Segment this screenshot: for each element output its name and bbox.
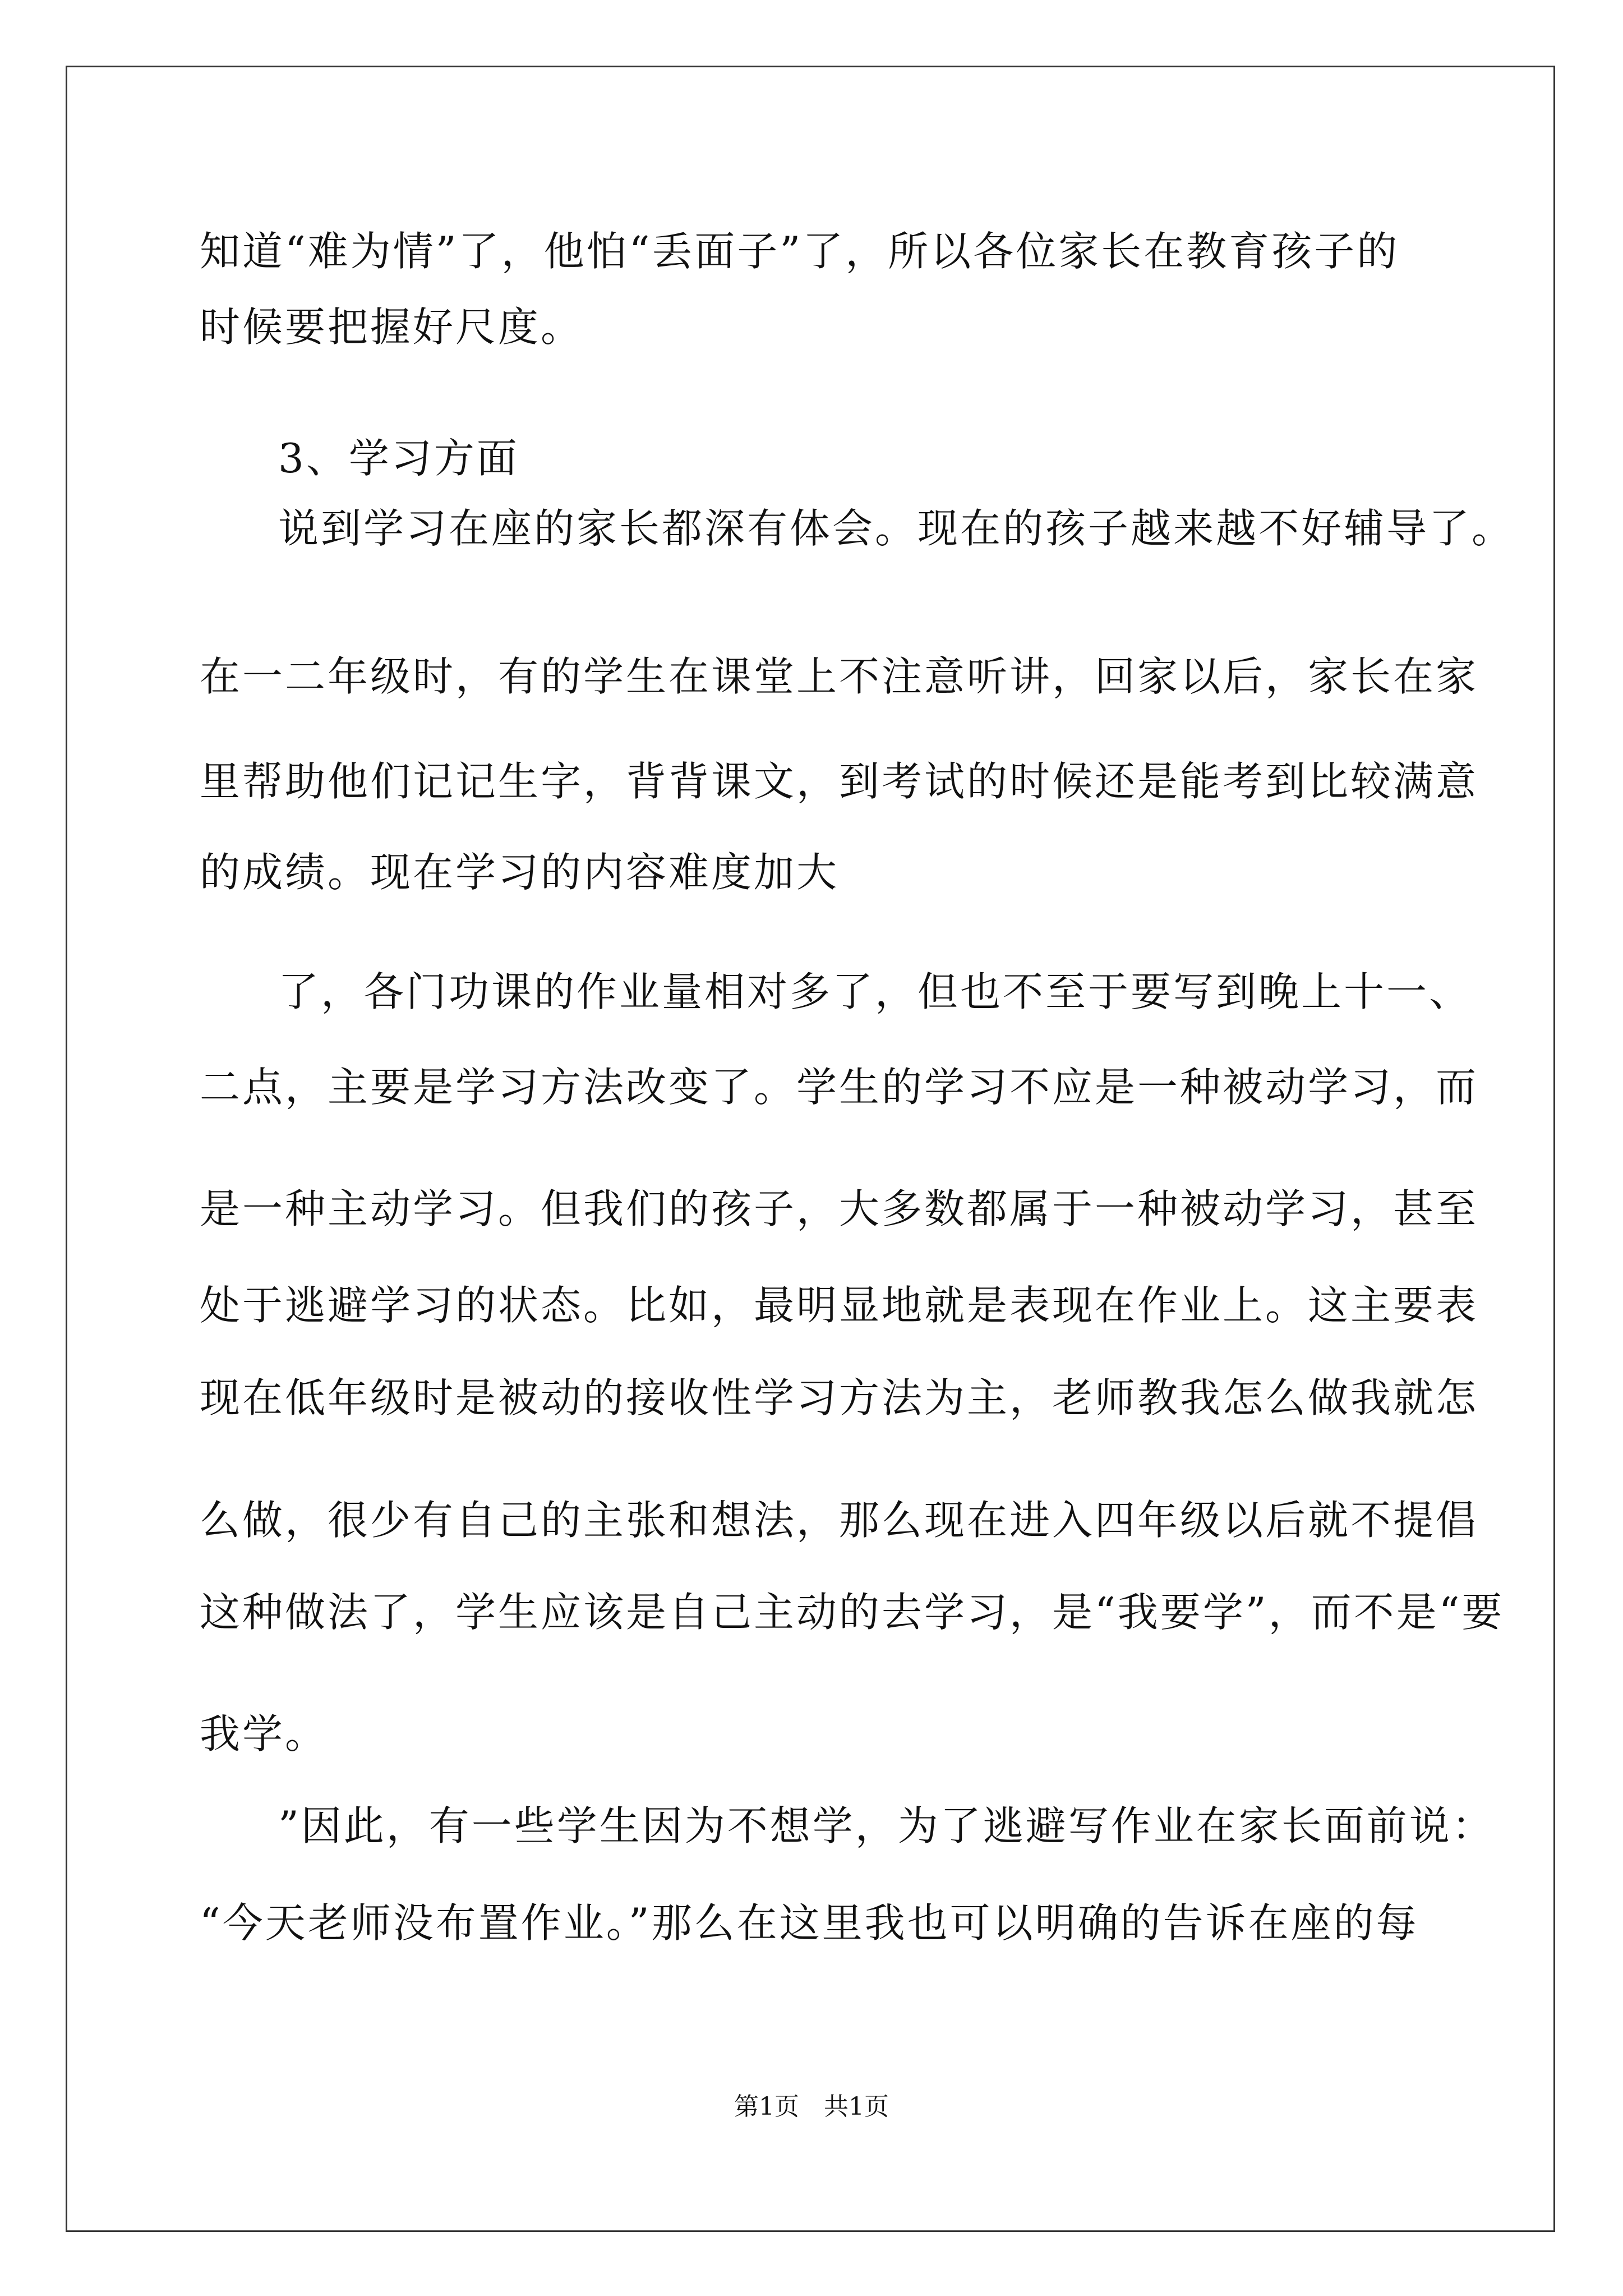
text-line: 处于逃避学习的状态。比如，最明显地就是表现在作业上。这主要表 bbox=[200, 1282, 1479, 1329]
text-line: 里帮助他们记记生字，背背课文，到考试的时候还是能考到比较满意 bbox=[200, 758, 1479, 805]
text-line: “今天老师没布置作业。”那么在这里我也可以明确的告诉在座的每 bbox=[200, 1899, 1419, 1947]
section-heading: 3、学习方面 bbox=[278, 435, 519, 482]
text-line: 在一二年级时，有的学生在课堂上不注意听讲，回家以后，家长在家 bbox=[200, 653, 1479, 700]
text-line: 二点，主要是学习方法改变了。学生的学习不应是一种被动学习，而 bbox=[200, 1064, 1479, 1111]
text-line: 现在低年级时是被动的接收性学习方法为主，老师教我怎么做我就怎 bbox=[200, 1374, 1479, 1421]
text-line: 了，各门功课的作业量相对多了，但也不至于要写到晚上十一、 bbox=[278, 968, 1472, 1015]
text-line: 是一种主动学习。但我们的孩子，大多数都属于一种被动学习，甚至 bbox=[200, 1185, 1479, 1232]
text-line: 时候要把握好尺度。 bbox=[200, 303, 584, 351]
text-line: 我学。 bbox=[200, 1710, 328, 1757]
text-line: 说到学习在座的家长都深有体会。现在的孩子越来越不好辅导了。 bbox=[278, 505, 1515, 552]
text-line: 么做，很少有自己的主张和想法，那么现在进入四年级以后就不提倡 bbox=[200, 1497, 1479, 1544]
text-line: 的成绩。现在学习的内容难度加大 bbox=[200, 849, 840, 896]
text-line: ”因此，有一些学生因为不想学，为了逃避写作业在家长面前说： bbox=[278, 1802, 1495, 1849]
text-line: 知道“难为情”了，他怕“丢面子”了，所以各位家长在教育孩子的 bbox=[200, 228, 1400, 275]
text-line: 这种做法了，学生应该是自己主动的去学习，是“我要学”，而不是“要 bbox=[200, 1589, 1505, 1636]
page-footer: 第1页 共1页 bbox=[734, 2092, 889, 2121]
